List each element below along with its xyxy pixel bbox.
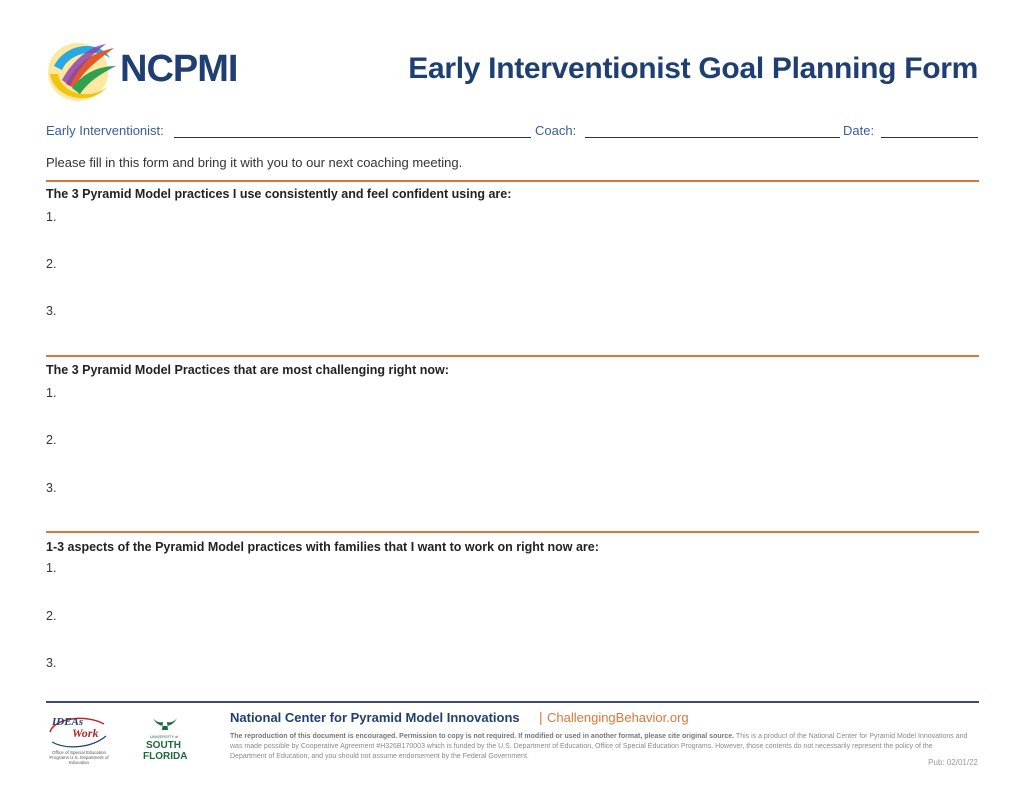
- section-heading-families: 1-3 aspects of the Pyramid Model practices with families that I want to work on right now are:: [46, 540, 599, 554]
- ncpmi-logo: [44, 36, 238, 106]
- publication-date: Pub: 02/01/22: [928, 758, 978, 767]
- logo-wordmark: NCPMI: [120, 48, 238, 90]
- list-item-number: 1.: [46, 561, 57, 575]
- usf-university-text: UNIVERSITY of: [150, 734, 179, 739]
- footer-fine-print-bold: The reproduction of this document is encouraged. Permission to copy is not required. If modified or used in another format, please cite original source.: [230, 733, 735, 740]
- info-line: [46, 123, 978, 143]
- list-item-number: 2.: [46, 257, 57, 271]
- ncpmi-swirl-icon: [44, 36, 118, 106]
- list-item-number: 3.: [46, 656, 57, 670]
- footer-separator: |: [539, 709, 543, 725]
- footer-divider: [46, 701, 979, 703]
- footer-org-name: National Center for Pyramid Model Innovations: [230, 710, 520, 725]
- section-divider: [46, 355, 979, 357]
- date-field[interactable]: [881, 137, 978, 138]
- ideas-logo-caption: Office of Special Education Programs U.S. Department of Education: [49, 750, 109, 765]
- usf-bull-icon: [150, 714, 180, 734]
- footer-website-link[interactable]: ChallengingBehavior.org: [547, 710, 689, 725]
- footer-fine-print-body: This is a product of the National Center for Pyramid Model Innovations and was made possible by Cooperative Agreement #H326B170003 which is funded by the U.S. Department of Education, Office of Special Education Programs. However, those contents do not necessarily represent the policy of the Department of Education, and you should not assume endorsement by the Federal Government.: [230, 733, 968, 760]
- interventionist-field[interactable]: [174, 137, 531, 138]
- page-title: Early Interventionist Goal Planning Form: [408, 52, 978, 85]
- ideas-logo-line2: Work: [72, 726, 99, 740]
- date-label: Date:: [843, 123, 875, 138]
- list-item-number: 2.: [46, 433, 57, 447]
- coach-field[interactable]: [585, 137, 840, 138]
- usf-logo: [140, 714, 190, 768]
- section-divider: [46, 180, 979, 182]
- usf-florida-text: FLORIDA: [143, 751, 188, 762]
- section-heading-confident: The 3 Pyramid Model practices I use consistently and feel confident using are:: [46, 187, 512, 201]
- section-heading-challenging: The 3 Pyramid Model Practices that are most challenging right now:: [46, 363, 449, 377]
- list-item-number: 3.: [46, 304, 57, 318]
- ideas-that-work-logo: [46, 712, 110, 768]
- instructions: Please fill in this form and bring it with you to our next coaching meeting.: [46, 155, 463, 170]
- interventionist-label: Early Interventionist:: [46, 123, 164, 138]
- section-divider: [46, 531, 979, 533]
- list-item-number: 1.: [46, 210, 57, 224]
- usf-south-text: SOUTH: [146, 740, 181, 751]
- list-item-number: 3.: [46, 481, 57, 495]
- list-item-number: 2.: [46, 609, 57, 623]
- list-item-number: 1.: [46, 386, 57, 400]
- footer-fine-print: [230, 732, 970, 762]
- ideas-logo-line1: IDEAs: [52, 716, 84, 728]
- coach-label: Coach:: [535, 123, 577, 138]
